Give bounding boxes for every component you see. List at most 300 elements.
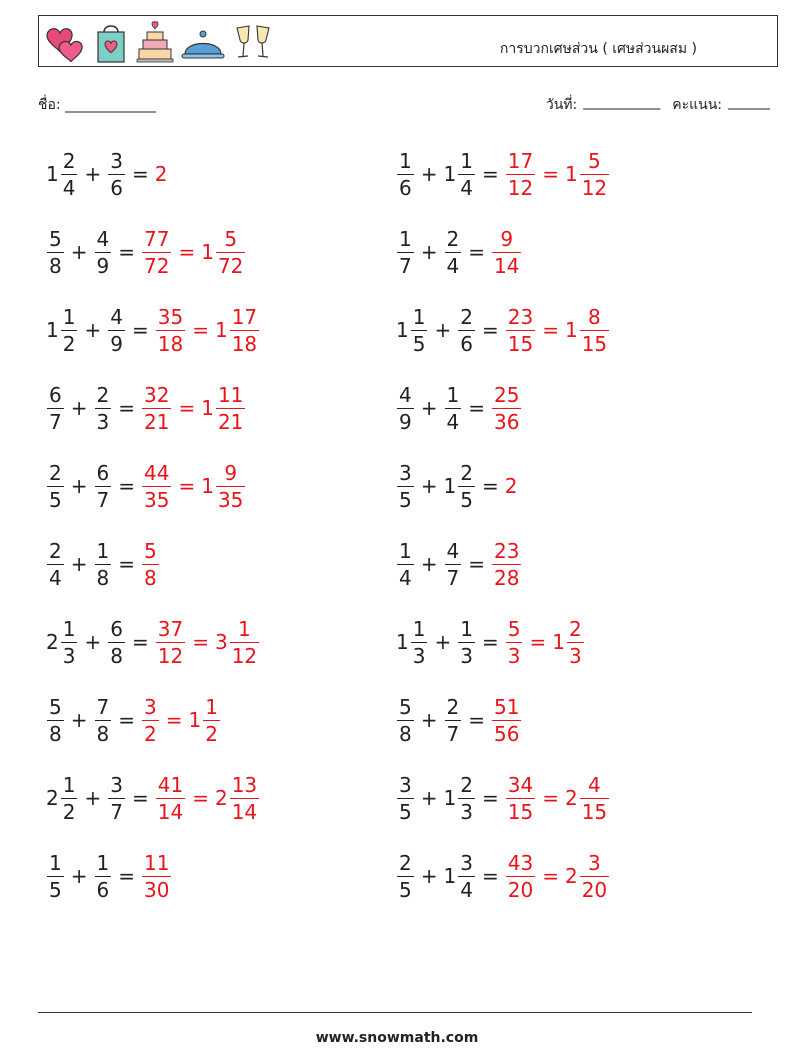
fraction	[142, 226, 171, 278]
fraction	[458, 304, 475, 356]
name-blank[interactable]: _____________	[65, 97, 157, 113]
answer-value	[505, 850, 536, 902]
whole-number: 1	[396, 318, 409, 342]
denominator: 4	[62, 175, 76, 200]
fraction	[230, 616, 259, 668]
addend-b	[443, 772, 476, 824]
fraction	[492, 226, 521, 278]
addend-b	[94, 226, 113, 278]
equals-sign: =	[118, 552, 135, 576]
denominator: 15	[581, 799, 608, 824]
equals-sign: =	[542, 786, 559, 810]
denominator: 5	[399, 487, 412, 512]
addend-b	[94, 460, 113, 512]
fraction	[142, 850, 171, 902]
fraction	[216, 460, 245, 512]
whole-number: 2	[46, 786, 59, 810]
whole-number: 1	[46, 162, 59, 186]
equals-sign: =	[481, 630, 499, 654]
denominator: 8	[399, 721, 412, 746]
fraction	[156, 616, 185, 668]
denominator: 5	[49, 487, 62, 512]
numerator: 5	[224, 226, 238, 251]
fraction	[142, 694, 159, 746]
addend-a	[396, 616, 428, 668]
equals-sign: =	[481, 162, 499, 186]
plus-sign: +	[420, 162, 438, 186]
whole-number: 2	[154, 162, 168, 186]
answer-value	[505, 474, 519, 498]
fraction	[216, 382, 245, 434]
numerator: 1	[412, 616, 426, 641]
numerator: 3	[399, 460, 412, 485]
numerator: 4	[399, 382, 412, 407]
equals-sign: =	[481, 474, 499, 498]
plus-sign: +	[420, 708, 438, 732]
addend-a	[46, 850, 65, 902]
numerator: 37	[157, 616, 184, 641]
whole-number: 1	[46, 318, 59, 342]
numerator: 2	[49, 538, 62, 563]
numerator: 23	[507, 304, 534, 329]
numerator: 3	[399, 772, 412, 797]
addend-a	[46, 772, 78, 824]
denominator: 15	[581, 331, 608, 356]
numerator: 3	[110, 148, 123, 173]
denominator: 15	[507, 331, 534, 356]
plus-sign: +	[70, 240, 88, 264]
numerator: 2	[446, 226, 460, 251]
fraction	[492, 538, 521, 590]
equals-sign: =	[192, 630, 209, 654]
problem-11	[46, 532, 160, 596]
numerator: 1	[412, 304, 426, 329]
numerator: 1	[96, 538, 110, 563]
numerator: 1	[460, 148, 473, 173]
problem-7	[46, 376, 246, 440]
equals-sign: =	[468, 240, 485, 264]
denominator: 3	[62, 643, 76, 668]
fraction	[216, 226, 245, 278]
fraction	[61, 148, 78, 200]
addend-a	[46, 616, 78, 668]
fraction	[492, 694, 521, 746]
fraction	[108, 148, 125, 200]
numerator: 44	[144, 460, 170, 485]
fraction	[47, 850, 64, 902]
numerator: 5	[399, 694, 412, 719]
denominator: 7	[96, 487, 110, 512]
problem-5	[46, 298, 260, 362]
fraction	[411, 304, 428, 356]
plus-sign: +	[84, 630, 102, 654]
answer-value	[201, 460, 246, 512]
denominator: 3	[568, 643, 582, 668]
answer	[141, 538, 160, 590]
addend-b	[457, 616, 476, 668]
addend-b	[443, 850, 476, 902]
problem-20	[396, 844, 610, 908]
date-blank[interactable]: ___________	[583, 94, 661, 110]
fraction	[506, 148, 535, 200]
fraction	[108, 616, 125, 668]
numerator: 3	[460, 850, 473, 875]
numerator: 9	[500, 226, 514, 251]
equals-sign: =	[529, 630, 547, 654]
answer-value	[155, 772, 186, 824]
fraction	[492, 382, 521, 434]
whole-number: 1	[443, 474, 457, 498]
addend-b	[444, 538, 463, 590]
denominator: 4	[49, 565, 62, 590]
answer-value	[141, 850, 172, 902]
fraction	[108, 772, 125, 824]
numerator: 1	[62, 304, 76, 329]
fraction	[580, 304, 609, 356]
fraction	[445, 226, 462, 278]
answer-value	[188, 694, 221, 746]
whole-number: 3	[214, 630, 228, 654]
equals-sign: =	[178, 474, 196, 498]
denominator: 5	[49, 877, 62, 902]
answer	[505, 148, 610, 200]
whole-number: 2	[564, 786, 578, 810]
denominator: 8	[144, 565, 157, 590]
answer-value	[141, 694, 160, 746]
denominator: 3	[96, 409, 110, 434]
denominator: 3	[460, 799, 473, 824]
fraction	[397, 850, 414, 902]
fraction	[108, 304, 125, 356]
numerator: 41	[157, 772, 184, 797]
fraction	[47, 538, 64, 590]
answer-value	[141, 226, 172, 278]
answer-value	[491, 382, 522, 434]
answer-value	[564, 148, 610, 200]
whole-number: 1	[443, 162, 457, 186]
answer	[141, 850, 172, 902]
plus-sign: +	[420, 786, 438, 810]
whole-number: 1	[443, 864, 457, 888]
numerator: 51	[494, 694, 520, 719]
answer	[505, 772, 610, 824]
denominator: 21	[217, 409, 244, 434]
fraction	[397, 460, 414, 512]
whole-number: 2	[214, 786, 228, 810]
problem-12	[396, 532, 522, 596]
problem-19	[46, 844, 172, 908]
plus-sign: +	[420, 240, 438, 264]
whole-number: 1	[396, 630, 409, 654]
fraction	[61, 304, 78, 356]
numerator: 11	[144, 850, 170, 875]
equals-sign: =	[192, 786, 209, 810]
answer	[505, 474, 519, 498]
numerator: 25	[494, 382, 520, 407]
addend-a	[396, 772, 415, 824]
denominator: 6	[399, 175, 412, 200]
fraction	[397, 382, 414, 434]
plus-sign: +	[420, 552, 438, 576]
plus-sign: +	[70, 552, 88, 576]
equals-sign: =	[178, 396, 196, 420]
problem-13	[46, 610, 260, 674]
fraction	[95, 850, 112, 902]
denominator: 2	[62, 331, 76, 356]
fraction	[95, 382, 112, 434]
answer	[505, 850, 610, 902]
answer-value	[505, 148, 536, 200]
denominator: 3	[412, 643, 426, 668]
numerator: 2	[399, 850, 412, 875]
numerator: 1	[96, 850, 110, 875]
denominator: 3	[460, 643, 473, 668]
numerator: 8	[588, 304, 601, 329]
fraction	[458, 772, 475, 824]
equals-sign: =	[468, 552, 485, 576]
denominator: 18	[157, 331, 184, 356]
denominator: 28	[494, 565, 520, 590]
addend-b	[444, 694, 463, 746]
problem-14	[396, 610, 585, 674]
answer	[491, 694, 522, 746]
numerator: 9	[224, 460, 238, 485]
answer-value	[564, 850, 610, 902]
plus-sign: +	[70, 708, 88, 732]
addend-b	[107, 148, 126, 200]
denominator: 35	[217, 487, 244, 512]
numerator: 17	[231, 304, 258, 329]
addend-b	[107, 616, 126, 668]
equals-sign: =	[468, 708, 485, 732]
numerator: 5	[144, 538, 157, 563]
denominator: 12	[231, 643, 258, 668]
numerator: 1	[399, 226, 412, 251]
denominator: 2	[62, 799, 76, 824]
numerator: 5	[507, 616, 521, 641]
addend-a	[396, 694, 415, 746]
plus-sign: +	[434, 318, 452, 342]
denominator: 4	[399, 565, 412, 590]
addend-b	[443, 148, 476, 200]
answer-value	[564, 772, 610, 824]
equals-sign: =	[118, 864, 135, 888]
denominator: 7	[399, 253, 412, 278]
answer-value	[214, 772, 260, 824]
fraction	[142, 460, 171, 512]
numerator: 2	[96, 382, 110, 407]
denominator: 5	[399, 799, 412, 824]
answer-value	[505, 616, 524, 668]
answer	[505, 304, 610, 356]
answer-value	[505, 304, 536, 356]
whole-number: 1	[214, 318, 228, 342]
answer-value	[201, 382, 246, 434]
fraction	[95, 460, 112, 512]
denominator: 12	[581, 175, 608, 200]
denominator: 20	[581, 877, 608, 902]
denominator: 7	[446, 721, 460, 746]
denominator: 7	[49, 409, 62, 434]
problem-6	[396, 298, 610, 362]
fraction	[230, 772, 259, 824]
plus-sign: +	[420, 864, 438, 888]
whole-number: 1	[564, 318, 578, 342]
whole-number: 2	[564, 864, 578, 888]
answer-value	[155, 162, 169, 186]
addend-b	[443, 460, 476, 512]
addend-a	[396, 148, 415, 200]
fraction	[142, 382, 171, 434]
equals-sign: =	[468, 396, 485, 420]
fraction	[61, 772, 78, 824]
denominator: 12	[507, 175, 534, 200]
addend-b	[94, 694, 113, 746]
addend-b	[444, 226, 463, 278]
plus-sign: +	[70, 864, 88, 888]
addend-a	[46, 304, 78, 356]
denominator: 15	[507, 799, 534, 824]
denominator: 9	[96, 253, 110, 278]
answer-value	[201, 226, 246, 278]
answer	[155, 616, 260, 668]
denominator: 9	[399, 409, 412, 434]
addend-b	[94, 382, 113, 434]
numerator: 1	[238, 616, 251, 641]
numerator: 2	[460, 772, 473, 797]
fraction	[458, 148, 475, 200]
fraction	[95, 226, 112, 278]
whole-number: 2	[504, 474, 518, 498]
denominator: 12	[157, 643, 184, 668]
answer-value	[491, 694, 522, 746]
numerator: 4	[110, 304, 123, 329]
numerator: 11	[217, 382, 244, 407]
equals-sign: =	[118, 474, 135, 498]
score-blank[interactable]: ______	[728, 94, 770, 110]
addend-a	[46, 460, 65, 512]
denominator: 8	[49, 721, 62, 746]
problem-17	[46, 766, 260, 830]
fraction	[458, 460, 475, 512]
addend-a	[396, 460, 415, 512]
denominator: 6	[460, 331, 473, 356]
equals-sign: =	[542, 864, 559, 888]
equals-sign: =	[481, 786, 499, 810]
addend-b	[107, 772, 126, 824]
plus-sign: +	[70, 396, 88, 420]
problem-18	[396, 766, 610, 830]
fraction	[397, 148, 414, 200]
denominator: 7	[110, 799, 123, 824]
answer	[491, 382, 522, 434]
problem-2	[396, 142, 610, 206]
numerator: 6	[110, 616, 123, 641]
fraction	[47, 226, 64, 278]
answer-value	[155, 616, 186, 668]
denominator: 35	[144, 487, 170, 512]
answer-value	[505, 772, 536, 824]
answer	[141, 226, 246, 278]
problem-9	[46, 454, 246, 518]
numerator: 1	[49, 850, 62, 875]
numerator: 77	[144, 226, 170, 251]
fraction	[506, 616, 523, 668]
numerator: 3	[588, 850, 601, 875]
fraction	[445, 382, 462, 434]
fraction	[95, 538, 112, 590]
answer-value	[141, 460, 172, 512]
equals-sign: =	[542, 318, 559, 342]
addend-b	[457, 304, 476, 356]
denominator: 5	[412, 331, 426, 356]
denominator: 21	[144, 409, 170, 434]
answer-value	[214, 616, 260, 668]
answer	[141, 460, 246, 512]
fraction	[580, 148, 609, 200]
numerator: 1	[446, 382, 460, 407]
denominator: 18	[231, 331, 258, 356]
fraction	[230, 304, 259, 356]
numerator: 6	[49, 382, 62, 407]
name-label: ชื่อ:	[38, 97, 61, 113]
fraction	[445, 538, 462, 590]
equals-sign: =	[118, 396, 135, 420]
numerator: 34	[507, 772, 534, 797]
fraction	[95, 694, 112, 746]
addend-b	[94, 538, 113, 590]
footer-url: www.snowmath.com	[315, 1030, 479, 1046]
answer-value	[491, 538, 522, 590]
problem-8	[396, 376, 522, 440]
fraction	[567, 616, 584, 668]
numerator: 4	[96, 226, 110, 251]
addend-a	[46, 226, 65, 278]
problem-4	[396, 220, 522, 284]
denominator: 8	[49, 253, 62, 278]
numerator: 2	[49, 460, 62, 485]
addend-a	[46, 382, 65, 434]
denominator: 4	[446, 409, 460, 434]
numerator: 2	[446, 694, 460, 719]
problem-1	[46, 142, 168, 206]
fraction	[580, 772, 609, 824]
answer	[505, 616, 585, 668]
addend-a	[396, 226, 415, 278]
plus-sign: +	[434, 630, 452, 654]
equals-sign: =	[542, 162, 559, 186]
plus-sign: +	[84, 786, 102, 810]
denominator: 8	[96, 565, 110, 590]
numerator: 5	[49, 694, 62, 719]
answer	[141, 382, 246, 434]
equals-sign: =	[131, 786, 149, 810]
denominator: 5	[399, 877, 412, 902]
denominator: 14	[494, 253, 520, 278]
fraction	[142, 538, 159, 590]
numerator: 2	[460, 304, 473, 329]
numerator: 3	[144, 694, 157, 719]
numerator: 1	[399, 148, 412, 173]
fraction	[47, 460, 64, 512]
answer-value	[564, 304, 610, 356]
fraction	[397, 226, 414, 278]
answer-value	[552, 616, 584, 668]
denominator: 8	[96, 721, 110, 746]
numerator: 35	[157, 304, 184, 329]
whole-number: 1	[443, 786, 457, 810]
plus-sign: +	[84, 318, 102, 342]
